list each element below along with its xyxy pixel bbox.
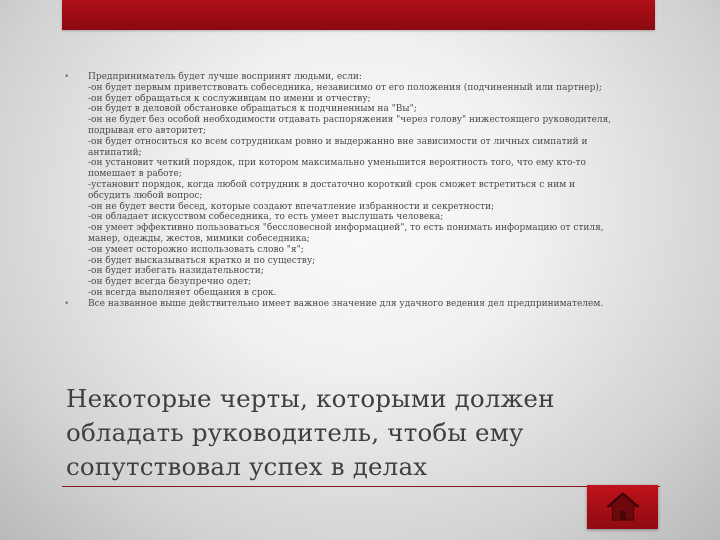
- text-line: -установит порядок, когда любой сотрудник в достаточно короткий срок сможет встретиться с ним и: [88, 179, 576, 190]
- bullet-paragraph-main: [88, 72, 660, 299]
- slide-title: [66, 382, 666, 484]
- text-line: -он будет высказываться кратко и по существу;: [88, 255, 316, 266]
- text-line: помешает в работе;: [88, 169, 182, 180]
- text-line: -он будет избегать назидательности;: [88, 266, 264, 277]
- text-line: -он будет обращаться к сослуживцам по имени и отчеству;: [88, 93, 371, 104]
- text-line: Все названное выше действительно имеет важное значение для удачного ведения дел предпринимателем.: [88, 298, 604, 309]
- text-line: -он будет относиться ко всем сотрудникам ровно и выдержанно вне зависимости от личных симпатий и: [88, 136, 588, 147]
- bullet-paragraph-summary: [88, 299, 660, 310]
- title-line: Некоторые черты, которыми должен: [66, 384, 555, 413]
- title-line: обладать руководитель, чтобы ему: [66, 418, 524, 447]
- text-line: -он умеет осторожно использовать слово "я";: [88, 244, 304, 255]
- text-line: антипатий;: [88, 147, 142, 158]
- bullet-item: [60, 72, 660, 299]
- text-line: -он будет в деловой обстановке обращаться к подчиненным на "Вы";: [88, 104, 417, 115]
- home-button[interactable]: [587, 485, 658, 529]
- text-line: манер, одежды, жестов, мимики собеседника;: [88, 233, 310, 244]
- text-line: обсудить любой вопрос;: [88, 190, 203, 201]
- text-line: -он всегда выполняет обещания в срок.: [88, 287, 277, 298]
- bullet-item: [60, 299, 660, 310]
- text-line: -он умеет эффективно пользоваться "бессловесной информацией", то есть понимать информацию от стиля,: [88, 223, 604, 234]
- title-line: сопутствовал успех в делах: [66, 452, 428, 481]
- text-line: -он обладает искусством собеседника, то есть умеет выслушать человека;: [88, 212, 444, 223]
- title-divider: [62, 486, 660, 487]
- home-icon: [606, 491, 640, 523]
- bullet-icon: •: [64, 72, 70, 82]
- top-accent-bar: [62, 0, 655, 30]
- text-line: подрывая его авторитет;: [88, 125, 207, 136]
- text-line: -он не будет вести бесед, которые создают впечатление избранности и секретности;: [88, 201, 495, 212]
- text-line: -он не будет без особой необходимости отдавать распоряжения "через голову" нижестоящего руководителя,: [88, 115, 612, 126]
- text-line: -он будет всегда безупречно одет;: [88, 277, 252, 288]
- bullet-list: [60, 72, 660, 310]
- text-line: Предприниматель будет лучше воспринят людьми, если:: [88, 72, 362, 82]
- text-line: -он будет первым приветствовать собеседника, независимо от его положения (подчиненный или партнер);: [88, 82, 602, 93]
- bullet-icon: •: [64, 298, 70, 309]
- text-line: -он установит четкий порядок, при котором максимально уменьшится вероятность того, что ему кто-то: [88, 158, 586, 169]
